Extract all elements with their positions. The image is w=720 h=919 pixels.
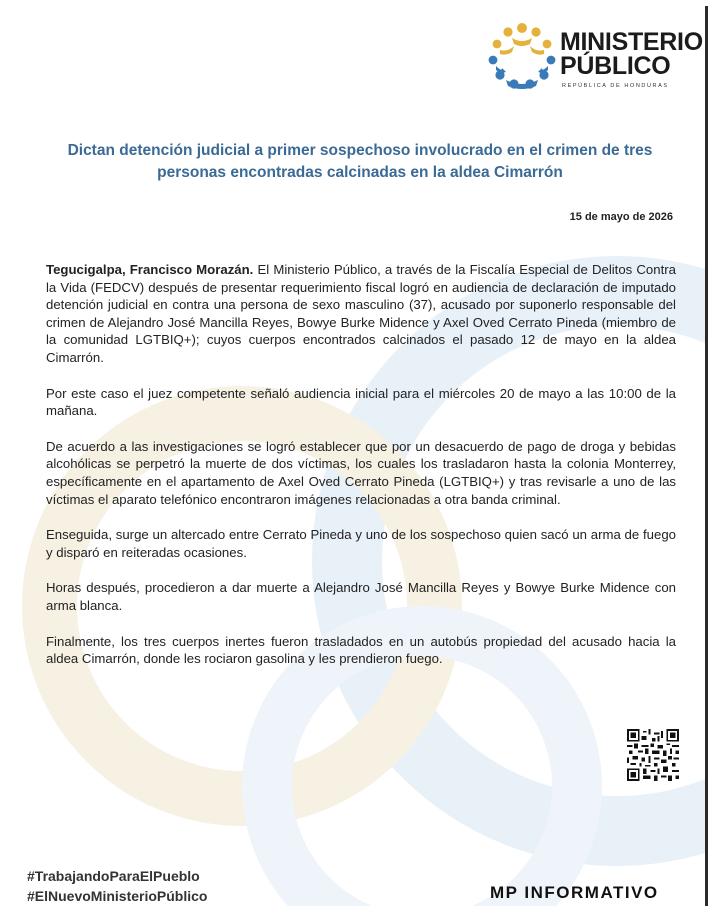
paragraph: Enseguida, surge un altercado entre Cerrato Pineda y uno de los sospechoso quien sacó un arma de fuego y disparó en reiteradas ocasiones. [46,527,676,560]
paragraph: De acuerdo a las investigaciones se logró establecer que por un desacuerdo de pago de droga y bebidas alcohólicas se perpetró la muerte de dos víctimas, los cuales los trasladaron hasta la colonia Monterrey, específicamente en el apartamento de Axel Oved Cerrato Pineda (LGTBIQ+) y tras revisarle a uno de las víctimas el aparato telefónico encontraron imágenes relacionadas a otra banda criminal. [46,438,676,507]
paragraph: Finalmente, los tres cuerpos inertes fueron trasladados en un autobús propiedad del acusado hacia la aldea Cimarrón, donde les rociaron gasolina y les prendieron fuego. [46,633,676,667]
article-headline [40,140,680,184]
headline-line-2: personas encontradas calcinadas en la aldea Cimarrón [157,164,563,181]
paragraph [46,261,676,367]
qr-code-icon [627,729,679,781]
article-body [46,261,676,686]
paragraph: Por este caso el juez competente señaló audiencia inicial para el miércoles 20 de mayo a las 10:00 de la mañana. [46,385,676,419]
logo-subtitle: REPÚBLICA DE HONDURAS [562,83,669,89]
logo-title-line1: MINISTERIO [560,28,703,56]
dateline: Tegucigalpa, Francisco Morazán. [46,262,254,277]
people-circle-logo-icon [488,22,556,90]
ministerio-publico-logo [488,22,703,92]
hashtag[interactable]: #ElNuevoMinisterioPúblico [27,888,208,904]
footer-hashtags [27,866,207,906]
paragraph-text: El Ministerio Público, a través de la Fiscalía Especial de Delitos Contra la Vida (FEDCV) después de presentar requerimiento fiscal logró en audiencia de declaración de imputado detención judicial en contra una persona de sexo masculino (37), acusado por suponerlo responsable del crimen de Alejandro José Mancilla Reyes, Bowye Burke Midence y Axel Oved Cerrato Pineda (miembro de la comunidad LGTBIQ+); cuyos cuerpos encontrados calcinados el pasado 12 de mayo en la aldea Cimarrón. [46,262,676,365]
paragraph: Horas después, procedieron a dar muerte a Alejandro José Mancilla Reyes y Bowye Burke Midence con arma blanca. [46,580,676,613]
headline-line-1: Dictan detención judicial a primer sospechoso involucrado en el crimen de tres [67,142,653,159]
logo-title-line2: PÚBLICO [560,52,671,80]
footer-brand: MP INFORMATIVO [490,883,659,902]
hashtag[interactable]: #TrabajandoParaElPueblo [27,868,200,884]
publication-date: 15 de mayo de 2026 [569,211,673,223]
